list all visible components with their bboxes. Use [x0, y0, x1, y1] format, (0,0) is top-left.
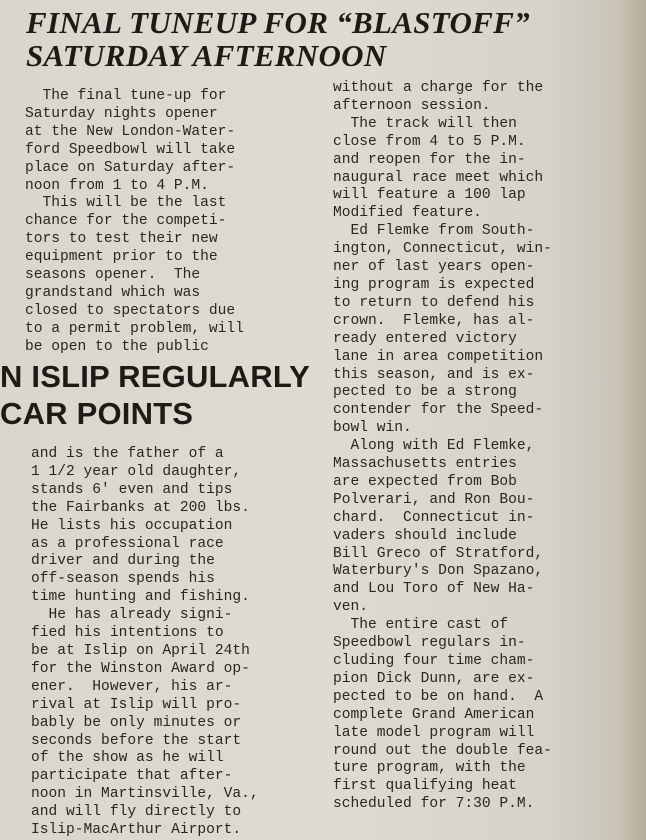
article-line: chance for the competi- — [25, 213, 227, 230]
article-line: seconds before the start — [31, 732, 242, 749]
article-line: tors to test their new — [25, 231, 218, 248]
article-line: fied his intentions to — [31, 625, 224, 642]
article-line: This will be the last — [25, 195, 227, 212]
article-line: Speedbowl regulars in- — [333, 635, 526, 652]
article-line: 1 1/2 year old daughter, — [31, 463, 242, 480]
article-line: The final tune-up for — [25, 88, 227, 104]
article-line: time hunting and fishing. — [31, 589, 250, 606]
article-line: The entire cast of — [333, 617, 509, 634]
article-line: pected to be on hand. A — [333, 688, 544, 705]
article-line: Along with Ed Flemke, — [333, 438, 535, 455]
article-line: cluding four time cham- — [333, 653, 535, 669]
article-line: stands 6' even and tips — [31, 481, 233, 498]
article-line: ready entered victory — [333, 330, 517, 347]
article-line: He has already signi- — [31, 607, 233, 624]
article-line: participate that after- — [31, 768, 233, 785]
article-line: He lists his occupation — [31, 517, 233, 534]
article-line: scheduled for 7:30 P.M. — [333, 796, 535, 813]
article-line: Islip-MacArthur Airport. — [31, 822, 242, 839]
article-line: at the New London-Water- — [25, 123, 236, 140]
subheadline-line-2: CAR POINTS — [0, 396, 194, 431]
article-line: seasons opener. The — [25, 267, 201, 284]
article-line: closed to spectators due — [25, 302, 236, 319]
article-line: to return to defend his — [333, 294, 535, 311]
article-line: ing program is expected — [333, 276, 535, 293]
article-line: pected to be a strong — [333, 384, 517, 401]
article-line: bowl win. — [333, 420, 412, 437]
article-line: late model program will — [333, 724, 535, 741]
article-line: crown. Flemke, has al- — [333, 312, 535, 329]
article-line: chard. Connecticut in- — [333, 509, 535, 526]
article-line: this season, and is ex- — [333, 366, 535, 383]
article-left-bottom-column — [31, 446, 259, 840]
article-line: and reopen for the in- — [333, 151, 526, 168]
article-line: will feature a 100 lap — [333, 187, 526, 204]
article-line: vaders should include — [333, 527, 517, 544]
article-line: of the show as he will — [31, 750, 224, 767]
headline-line-2: SATURDAY AFTERNOON — [26, 38, 387, 73]
subheadline — [0, 358, 310, 432]
subheadline-line-1: N ISLIP REGULARLY — [0, 359, 311, 394]
article-line: close from 4 to 5 P.M. — [333, 133, 526, 150]
article-line: Massachusetts entries — [333, 456, 517, 473]
article-line: and Lou Toro of New Ha- — [333, 581, 535, 598]
article-line: and will fly directly to — [31, 804, 242, 821]
article-line: contender for the Speed- — [333, 402, 544, 419]
article-line: the Fairbanks at 200 lbs. — [31, 499, 250, 516]
article-line: Ed Flemke from South- — [333, 223, 535, 240]
article-line: noon from 1 to 4 P.M. — [25, 177, 209, 194]
article-line: ford Speedbowl will take — [25, 141, 236, 158]
article-line: are expected from Bob — [333, 473, 517, 490]
article-line: complete Grand American — [333, 706, 535, 723]
article-line: ener. However, his ar- — [31, 678, 233, 695]
article-right-column — [333, 80, 552, 814]
article-line: first qualifying heat — [333, 778, 517, 795]
article-line: as a professional race — [31, 535, 224, 552]
article-line: Bill Greco of Stratford, — [333, 545, 544, 562]
article-line: to a permit problem, will — [25, 320, 244, 337]
article-line: without a charge for the — [333, 80, 544, 96]
article-line: afternoon session. — [333, 97, 491, 114]
headline-line-1: FINAL TUNEUP FOR “BLASTOFF” — [26, 5, 530, 40]
article-line: for the Winston Award op- — [31, 660, 250, 677]
article-line: Saturday nights opener — [25, 105, 218, 122]
article-line: bably be only minutes or — [31, 714, 242, 731]
article-line: grandstand which was — [25, 284, 201, 301]
article-line: rival at Islip will pro- — [31, 696, 242, 713]
article-line: ner of last years open- — [333, 259, 535, 276]
article-line: and is the father of a — [31, 446, 224, 462]
article-line: be open to the public — [25, 338, 209, 355]
article-line: Waterbury's Don Spazano, — [333, 563, 544, 580]
page-shadow-edge — [618, 0, 646, 840]
article-line: driver and during the — [31, 553, 215, 570]
article-line: lane in area competition — [333, 348, 544, 365]
article-line: noon in Martinsville, Va., — [31, 786, 259, 803]
article-line: ven. — [333, 599, 369, 616]
article-line: round out the double fea- — [333, 742, 552, 759]
article-left-top-column — [25, 88, 244, 357]
article-line: equipment prior to the — [25, 249, 218, 266]
article-line: The track will then — [333, 115, 517, 132]
article-line: off-season spends his — [31, 571, 215, 588]
article-line: ington, Connecticut, win- — [333, 241, 552, 258]
article-line: naugural race meet which — [333, 169, 544, 186]
article-line: ture program, with the — [333, 760, 526, 777]
headline — [26, 6, 530, 72]
article-line: Polverari, and Ron Bou- — [333, 491, 535, 508]
article-line: be at Islip on April 24th — [31, 642, 250, 659]
article-line: Modified feature. — [333, 205, 482, 222]
article-line: place on Saturday after- — [25, 159, 236, 176]
article-line: pion Dick Dunn, are ex- — [333, 670, 535, 687]
